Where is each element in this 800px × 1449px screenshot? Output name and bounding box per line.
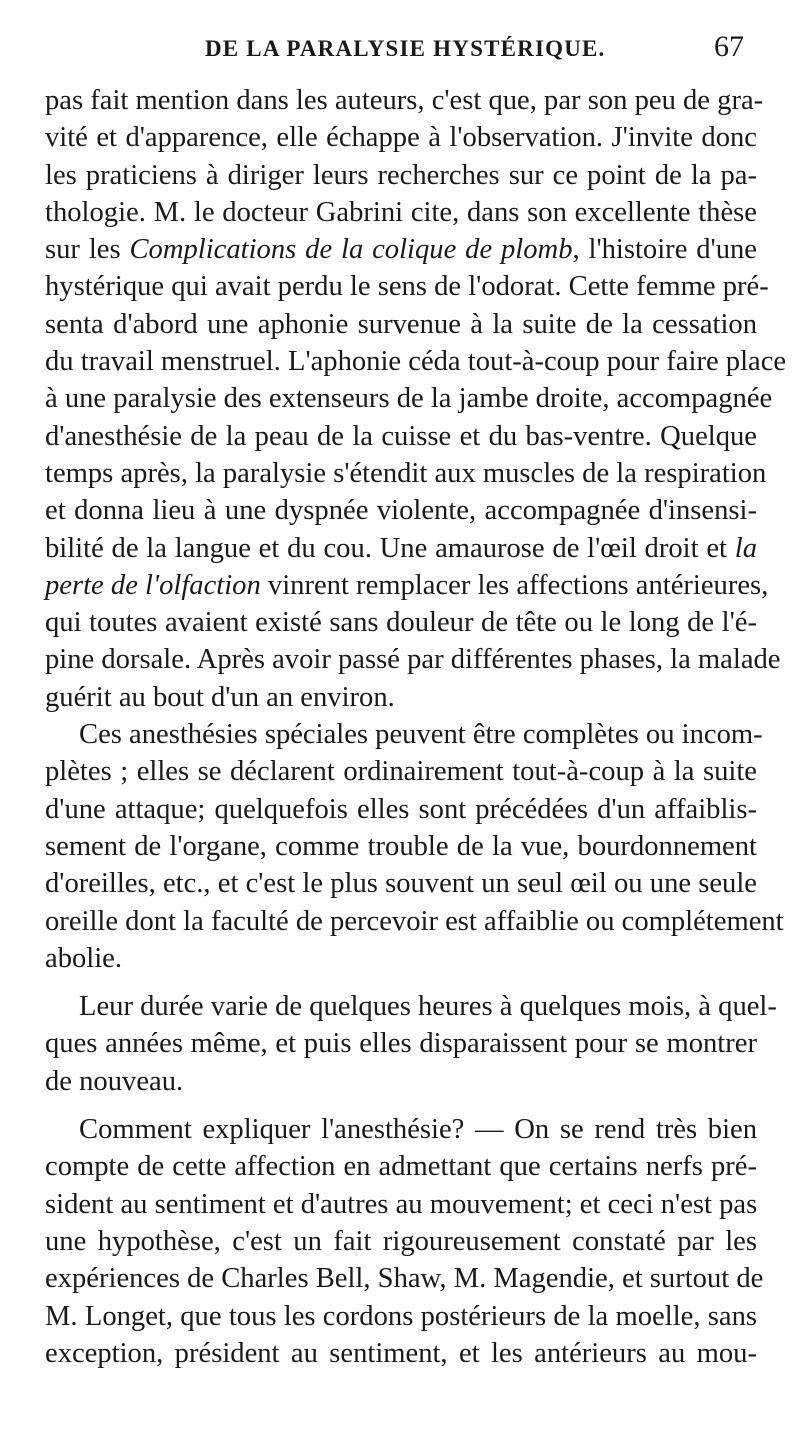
text-line: Leur durée varie de quelques heures à quelques mois, à quel-	[79, 991, 777, 1023]
text-line: hystérique qui avait perdu le sens de l'odorat. Cette femme pré-	[45, 271, 769, 303]
text-line: sement de l'organe, comme trouble de la vue, bourdonnement	[45, 830, 757, 862]
italic-phrase: la	[734, 532, 757, 564]
text-line: une hypothèse, c'est un fait rigoureusement constaté par les	[45, 1225, 757, 1257]
text-line: ques années même, et puis elles disparaissent pour se montrer	[45, 1028, 757, 1060]
text-line: guérit au bout d'un an environ.	[45, 681, 395, 713]
body-text	[45, 82, 787, 1372]
text-line: d'oreilles, etc., et c'est le plus souvent un seul œil ou une seule	[45, 868, 757, 900]
text-line: et donna lieu à une dyspnée violente, accompagnée d'insensi-	[45, 495, 757, 527]
page-header	[0, 30, 800, 76]
text-run: vinrent remplacer les affections antérieures,	[260, 569, 769, 601]
page-number: 67	[714, 30, 744, 63]
italic-phrase: perte de l'olfaction	[45, 569, 261, 601]
text-line: M. Longet, que tous les cordons postérieurs de la moelle, sans	[45, 1300, 757, 1332]
text-line: les praticiens à diriger leurs recherches sur ce point de la pa-	[45, 159, 757, 191]
text-run: bilité de la langue et du cou. Une amaurose de l'œil droit et	[45, 532, 735, 564]
text-line	[45, 231, 757, 268]
text-line: exception, président au sentiment, et les antérieurs au mou-	[45, 1337, 757, 1369]
text-line: d'anesthésie de la peau de la cuisse et du bas-ventre. Quelque	[45, 420, 757, 452]
text-line: Comment expliquer l'anesthésie? — On se rend très bien	[79, 1114, 757, 1146]
text-line: thologie. M. le docteur Gabrini cite, dans son excellente thèse	[45, 196, 757, 228]
text-line: compte de cette affection en admettant que certains nerfs pré-	[45, 1151, 757, 1183]
text-line: sident au sentiment et d'autres au mouvement; et ceci n'est pas	[45, 1188, 758, 1220]
text-line: Ces anesthésies spéciales peuvent être complètes ou incom-	[79, 719, 763, 751]
text-line: à une paralysie des extenseurs de la jambe droite, accompagnée	[45, 383, 773, 415]
text-line: qui toutes avaient existé sans douleur de tête ou le long de l'é-	[45, 607, 757, 639]
text-line: pine dorsale. Après avoir passé par différentes phases, la malade	[45, 644, 781, 676]
text-line: du travail menstruel. L'aphonie céda tout-à-coup pour faire place	[45, 346, 787, 378]
text-line	[45, 567, 769, 604]
text-line: vité et d'apparence, elle échappe à l'observation. J'invite donc	[45, 122, 757, 154]
text-line: abolie.	[45, 942, 123, 974]
text-run: , l'histoire d'une	[572, 234, 757, 266]
running-head: DE LA PARALYSIE HYSTÉRIQUE.	[205, 36, 606, 61]
text-line: oreille dont la faculté de percevoir est affaiblie ou complétement	[45, 905, 784, 937]
paragraph	[45, 988, 777, 1100]
text-run: sur les	[45, 234, 130, 266]
italic-title: Complications de la colique de plomb	[129, 234, 573, 266]
text-line: pas fait mention dans les auteurs, c'est que, par son peu de gra-	[45, 85, 764, 116]
paragraph	[45, 716, 784, 977]
text-line: senta d'abord une aphonie survenue à la suite de la cessation	[45, 308, 757, 340]
text-line: temps après, la paralysie s'étendit aux muscles de la respiration	[45, 457, 767, 489]
paragraph	[45, 82, 787, 716]
text-line: expériences de Charles Bell, Shaw, M. Magendie, et surtout de	[45, 1263, 764, 1295]
text-line: plètes ; elles se déclarent ordinairement tout-à-coup à la suite	[45, 756, 757, 788]
text-line: de nouveau.	[45, 1065, 184, 1097]
text-line: d'une attaque; quelquefois elles sont précédées d'un affaiblis-	[45, 793, 757, 825]
paragraph	[45, 1111, 764, 1372]
text-line	[45, 530, 757, 567]
